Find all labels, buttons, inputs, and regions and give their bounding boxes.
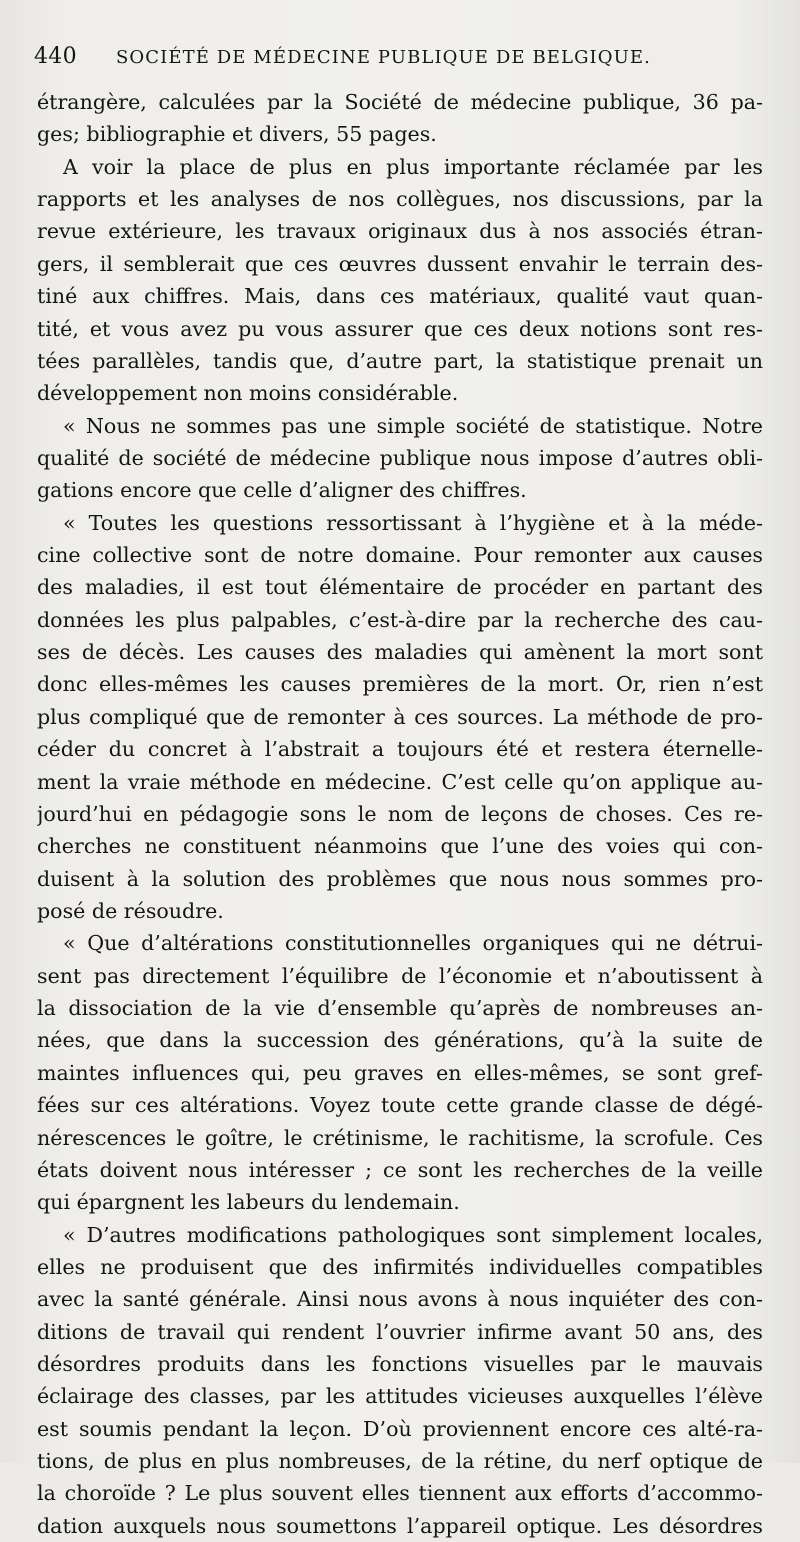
text-line: dation auxquels nous soumettons l’appareil optique. Les désordres [37, 1513, 763, 1538]
text-line: revue extérieure, les travaux originaux dus à nos associés étran- [37, 219, 763, 244]
text-line: tées parallèles, tandis que, d’autre part, la statistique prenait un [37, 348, 763, 373]
text-line: duisent à la solution des problèmes que nous nous sommes pro- [37, 866, 763, 891]
text-line: cine collective sont de notre domaine. Pour remonter aux causes [37, 543, 763, 568]
text-line: tions, de plus en plus nombreuses, de la rétine, du nerf optique de [37, 1449, 763, 1474]
body-text [37, 86, 763, 1542]
running-head [34, 44, 774, 78]
page-number: 440 [34, 44, 77, 69]
running-title: SOCIÉTÉ DE MÉDECINE PUBLIQUE DE BELGIQUE. [116, 47, 651, 68]
text-line: rapports et les analyses de nos collègues, nos discussions, par la [37, 187, 763, 212]
text-line: qui épargnent les labeurs du lendemain. [37, 1190, 460, 1215]
text-line: céder du concret à l’abstrait a toujours été et restera éternelle- [37, 737, 763, 762]
text-line: désordres produits dans les fonctions visuelles par le mauvais [37, 1352, 763, 1377]
text-line: « D’autres modifications pathologiques sont simplement locales, [63, 1222, 763, 1247]
text-line: éclairage des classes, par les attitudes vicieuses auxquelles l’élève [37, 1384, 763, 1409]
text-line: ses de décès. Les causes des maladies qui amènent la mort sont [37, 640, 763, 665]
text-line: des maladies, il est tout élémentaire de procéder en partant des [37, 575, 763, 600]
text-line: « Nous ne sommes pas une simple société de statistique. Notre [63, 413, 763, 438]
text-line: données les plus palpables, c’est-à-dire par la recherche des cau- [37, 607, 763, 632]
text-line: sent pas directement l’équilibre de l’économie et n’aboutissent à [37, 963, 763, 988]
text-line: tité, et vous avez pu vous assurer que ces deux notions sont res- [37, 316, 763, 341]
text-line: est soumis pendant la leçon. D’où proviennent encore ces alté-ra- [37, 1416, 763, 1441]
text-line: maintes influences qui, peu graves en elles-mêmes, se sont gref- [37, 1060, 763, 1085]
text-line: avec la santé générale. Ainsi nous avons à nous inquiéter des con- [37, 1287, 763, 1312]
text-line: jourd’hui en pédagogie sons le nom de leçons de choses. Ces re- [37, 801, 763, 826]
text-line: la dissociation de la vie d’ensemble qu’après de nombreuses an- [37, 996, 763, 1021]
text-line: ment la vraie méthode en médecine. C’est celle qu’on applique au- [37, 769, 763, 794]
text-line: la choroïde ? Le plus souvent elles tiennent aux efforts d’accommo- [37, 1481, 763, 1506]
text-line: cherches ne constituent néanmoins que l’une des voies qui con- [37, 834, 763, 859]
text-line: étrangère, calculées par la Société de médecine publique, 36 pa- [37, 90, 763, 114]
text-line: qualité de société de médecine publique nous impose d’autres obli- [37, 445, 763, 470]
text-line: fées sur ces altérations. Voyez toute cette grande classe de dégé- [37, 1093, 763, 1118]
text-line: tiné aux chiffres. Mais, dans ces matériaux, qualité vaut quan- [37, 284, 763, 309]
text-line: « Que d’altérations constitutionnelles organiques qui ne détrui- [63, 931, 763, 956]
text-line: « Toutes les questions ressortissant à l’hygiène et à la méde- [63, 510, 763, 535]
text-line: A voir la place de plus en plus importante réclamée par les [63, 154, 763, 179]
text-line: états doivent nous intéresser ; ce sont les recherches de la veille [37, 1157, 763, 1182]
text-line: gations encore que celle d’aligner des chiffres. [37, 478, 527, 503]
text-line: plus compliqué que de remonter à ces sources. La méthode de pro- [37, 704, 763, 729]
text-line: développement non moins considérable. [37, 381, 459, 406]
text-line: nérescences le goître, le crétinisme, le rachitisme, la scrofule. Ces [37, 1125, 763, 1150]
text-line: nées, que dans la succession des générations, qu’à la suite de [37, 1028, 763, 1053]
text-line: gers, il semblerait que ces œuvres dussent envahir le terrain des- [37, 251, 763, 276]
text-line: elles ne produisent que des infirmités individuelles compatibles [37, 1254, 763, 1279]
text-line: ges; bibliographie et divers, 55 pages. [37, 122, 437, 147]
text-line: posé de résoudre. [37, 898, 224, 923]
text-line: ditions de travail qui rendent l’ouvrier infirme avant 50 ans, des [37, 1319, 763, 1344]
text-line: donc elles-mêmes les causes premières de la mort. Or, rien n’est [37, 672, 763, 697]
